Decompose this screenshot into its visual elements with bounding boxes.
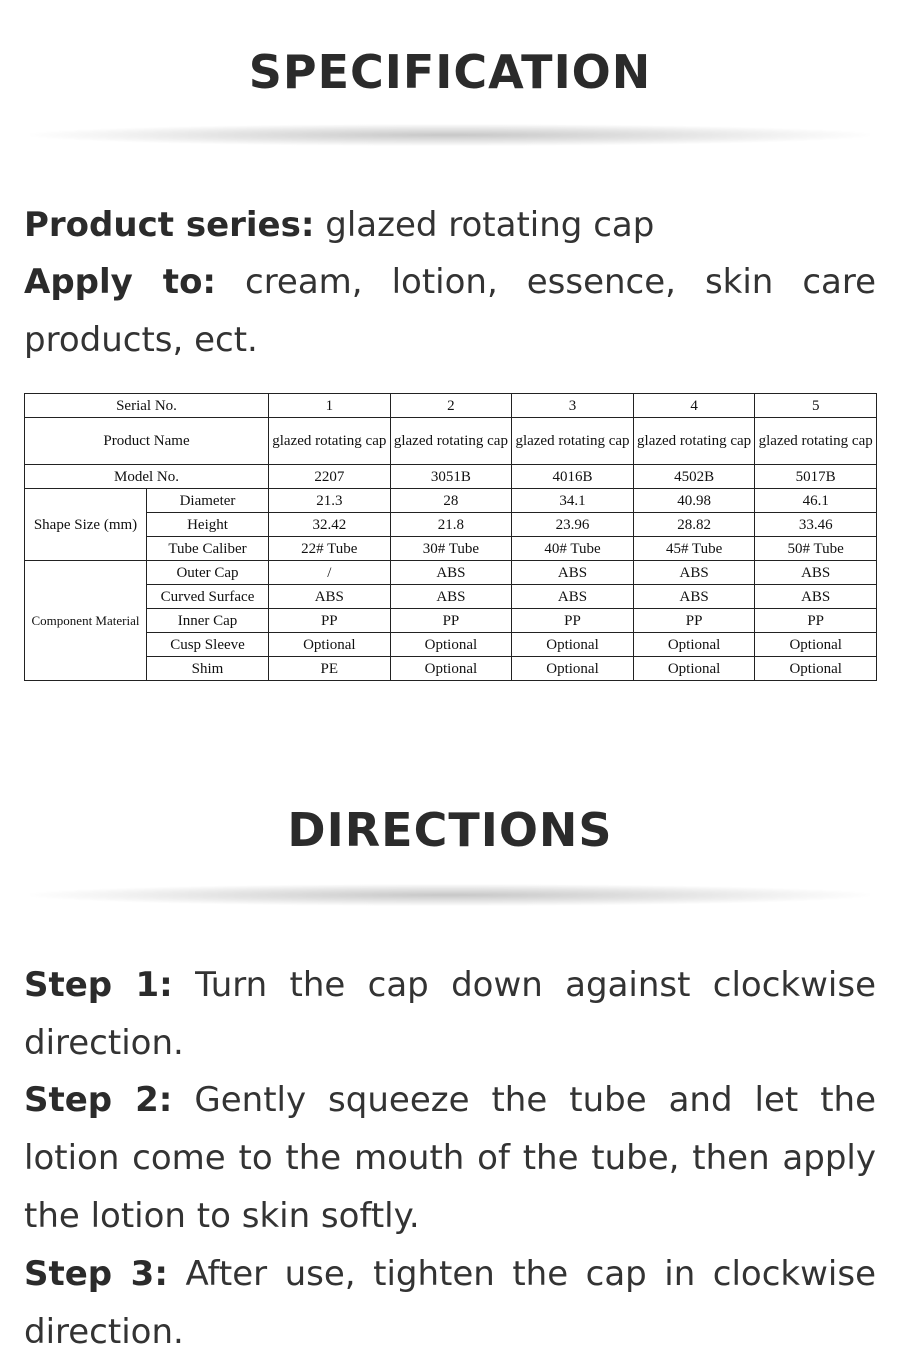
table-row-inner-cap bbox=[25, 609, 877, 633]
row-label: Height bbox=[147, 513, 269, 537]
table-cell: Optional bbox=[269, 633, 391, 657]
shape-size-group-label: Shape Size (mm) bbox=[25, 489, 147, 561]
apply-to-value: cream, lotion, essence, skin care products, ect. bbox=[24, 262, 876, 360]
step-label: Step 1: bbox=[24, 965, 173, 1005]
table-cell: PP bbox=[269, 609, 391, 633]
table-cell: Optional bbox=[633, 633, 755, 657]
table-cell: 5017B bbox=[755, 465, 877, 489]
table-cell: glazed rotating cap bbox=[390, 418, 512, 465]
table-cell: 34.1 bbox=[512, 489, 634, 513]
step-1 bbox=[24, 956, 876, 1072]
table-cell: ABS bbox=[512, 585, 634, 609]
table-cell: 30# Tube bbox=[390, 537, 512, 561]
row-label: Outer Cap bbox=[147, 561, 269, 585]
table-cell: 46.1 bbox=[755, 489, 877, 513]
table-cell: ABS bbox=[512, 561, 634, 585]
table-cell: 32.42 bbox=[269, 513, 391, 537]
specification-heading: SPECIFICATION bbox=[248, 45, 652, 99]
table-cell: 4502B bbox=[633, 465, 755, 489]
table-cell: ABS bbox=[755, 561, 877, 585]
table-cell: 21.8 bbox=[390, 513, 512, 537]
row-label: Curved Surface bbox=[147, 585, 269, 609]
table-cell: glazed rotating cap bbox=[755, 418, 877, 465]
table-cell: 3 bbox=[512, 394, 634, 418]
table-row-height bbox=[25, 513, 877, 537]
apply-to-label: Apply to: bbox=[24, 262, 217, 302]
table-cell: 50# Tube bbox=[755, 537, 877, 561]
table-cell: Optional bbox=[755, 633, 877, 657]
table-row-outer-cap bbox=[25, 561, 877, 585]
table-cell: Optional bbox=[512, 633, 634, 657]
table-cell: 4016B bbox=[512, 465, 634, 489]
table-cell: / bbox=[269, 561, 391, 585]
product-series-value: glazed rotating cap bbox=[314, 205, 655, 245]
table-cell: Optional bbox=[512, 657, 634, 681]
specification-divider bbox=[30, 124, 870, 146]
table-cell: glazed rotating cap bbox=[269, 418, 391, 465]
table-cell: 2207 bbox=[269, 465, 391, 489]
table-cell: 1 bbox=[269, 394, 391, 418]
table-cell: 21.3 bbox=[269, 489, 391, 513]
step-text: Turn the cap down against clockwise direction. bbox=[24, 965, 876, 1063]
row-label: Diameter bbox=[147, 489, 269, 513]
table-cell: ABS bbox=[633, 561, 755, 585]
model-label: Model No. bbox=[25, 465, 269, 489]
table-cell: 3051B bbox=[390, 465, 512, 489]
step-text: After use, tighten the cap in clockwise direction. bbox=[24, 1254, 876, 1352]
table-cell: 40.98 bbox=[633, 489, 755, 513]
row-label: Cusp Sleeve bbox=[147, 633, 269, 657]
table-cell: Optional bbox=[633, 657, 755, 681]
table-row-model bbox=[25, 465, 877, 489]
table-cell: ABS bbox=[755, 585, 877, 609]
table-cell: 5 bbox=[755, 394, 877, 418]
table-cell: ABS bbox=[269, 585, 391, 609]
table-cell: Optional bbox=[755, 657, 877, 681]
table-cell: PP bbox=[390, 609, 512, 633]
table-cell: 40# Tube bbox=[512, 537, 634, 561]
table-row-shim bbox=[25, 657, 877, 681]
table-cell: glazed rotating cap bbox=[512, 418, 634, 465]
table-cell: PP bbox=[755, 609, 877, 633]
table-row-diameter bbox=[25, 489, 877, 513]
row-label: Inner Cap bbox=[147, 609, 269, 633]
table-cell: PP bbox=[633, 609, 755, 633]
step-3 bbox=[24, 1245, 876, 1361]
table-cell: ABS bbox=[390, 585, 512, 609]
directions-divider bbox=[30, 884, 870, 906]
table-cell: 23.96 bbox=[512, 513, 634, 537]
step-label: Step 2: bbox=[24, 1080, 173, 1120]
table-cell: Optional bbox=[390, 657, 512, 681]
table-cell: ABS bbox=[633, 585, 755, 609]
product-series-label: Product series: bbox=[24, 205, 315, 245]
row-label: Shim bbox=[147, 657, 269, 681]
table-cell: 28.82 bbox=[633, 513, 755, 537]
table-cell: 4 bbox=[633, 394, 755, 418]
step-text: Gently squeeze the tube and let the lotion come to the mouth of the tube, then apply the lotion to skin softly. bbox=[24, 1080, 877, 1236]
directions-heading: DIRECTIONS bbox=[287, 803, 613, 857]
table-row-tube-caliber bbox=[25, 537, 877, 561]
table-row-curved-surface bbox=[25, 585, 877, 609]
product-name-label: Product Name bbox=[25, 418, 269, 465]
row-label: Tube Caliber bbox=[147, 537, 269, 561]
table-cell: 28 bbox=[390, 489, 512, 513]
table-cell: 22# Tube bbox=[269, 537, 391, 561]
table-row-product-name bbox=[25, 418, 877, 465]
component-material-group-label: Component Material bbox=[25, 561, 147, 681]
table-cell: 2 bbox=[390, 394, 512, 418]
serial-label: Serial No. bbox=[25, 394, 269, 418]
table-cell: Optional bbox=[390, 633, 512, 657]
step-2 bbox=[24, 1071, 876, 1245]
apply-to-line bbox=[24, 253, 876, 369]
table-row-cusp-sleeve bbox=[25, 633, 877, 657]
specification-table bbox=[24, 393, 877, 681]
table-cell: PP bbox=[512, 609, 634, 633]
table-cell: 45# Tube bbox=[633, 537, 755, 561]
table-cell: 33.46 bbox=[755, 513, 877, 537]
table-cell: glazed rotating cap bbox=[633, 418, 755, 465]
table-row-serial bbox=[25, 394, 877, 418]
table-cell: ABS bbox=[390, 561, 512, 585]
table-cell: PE bbox=[269, 657, 391, 681]
product-series-line bbox=[24, 196, 876, 254]
step-label: Step 3: bbox=[24, 1254, 168, 1294]
